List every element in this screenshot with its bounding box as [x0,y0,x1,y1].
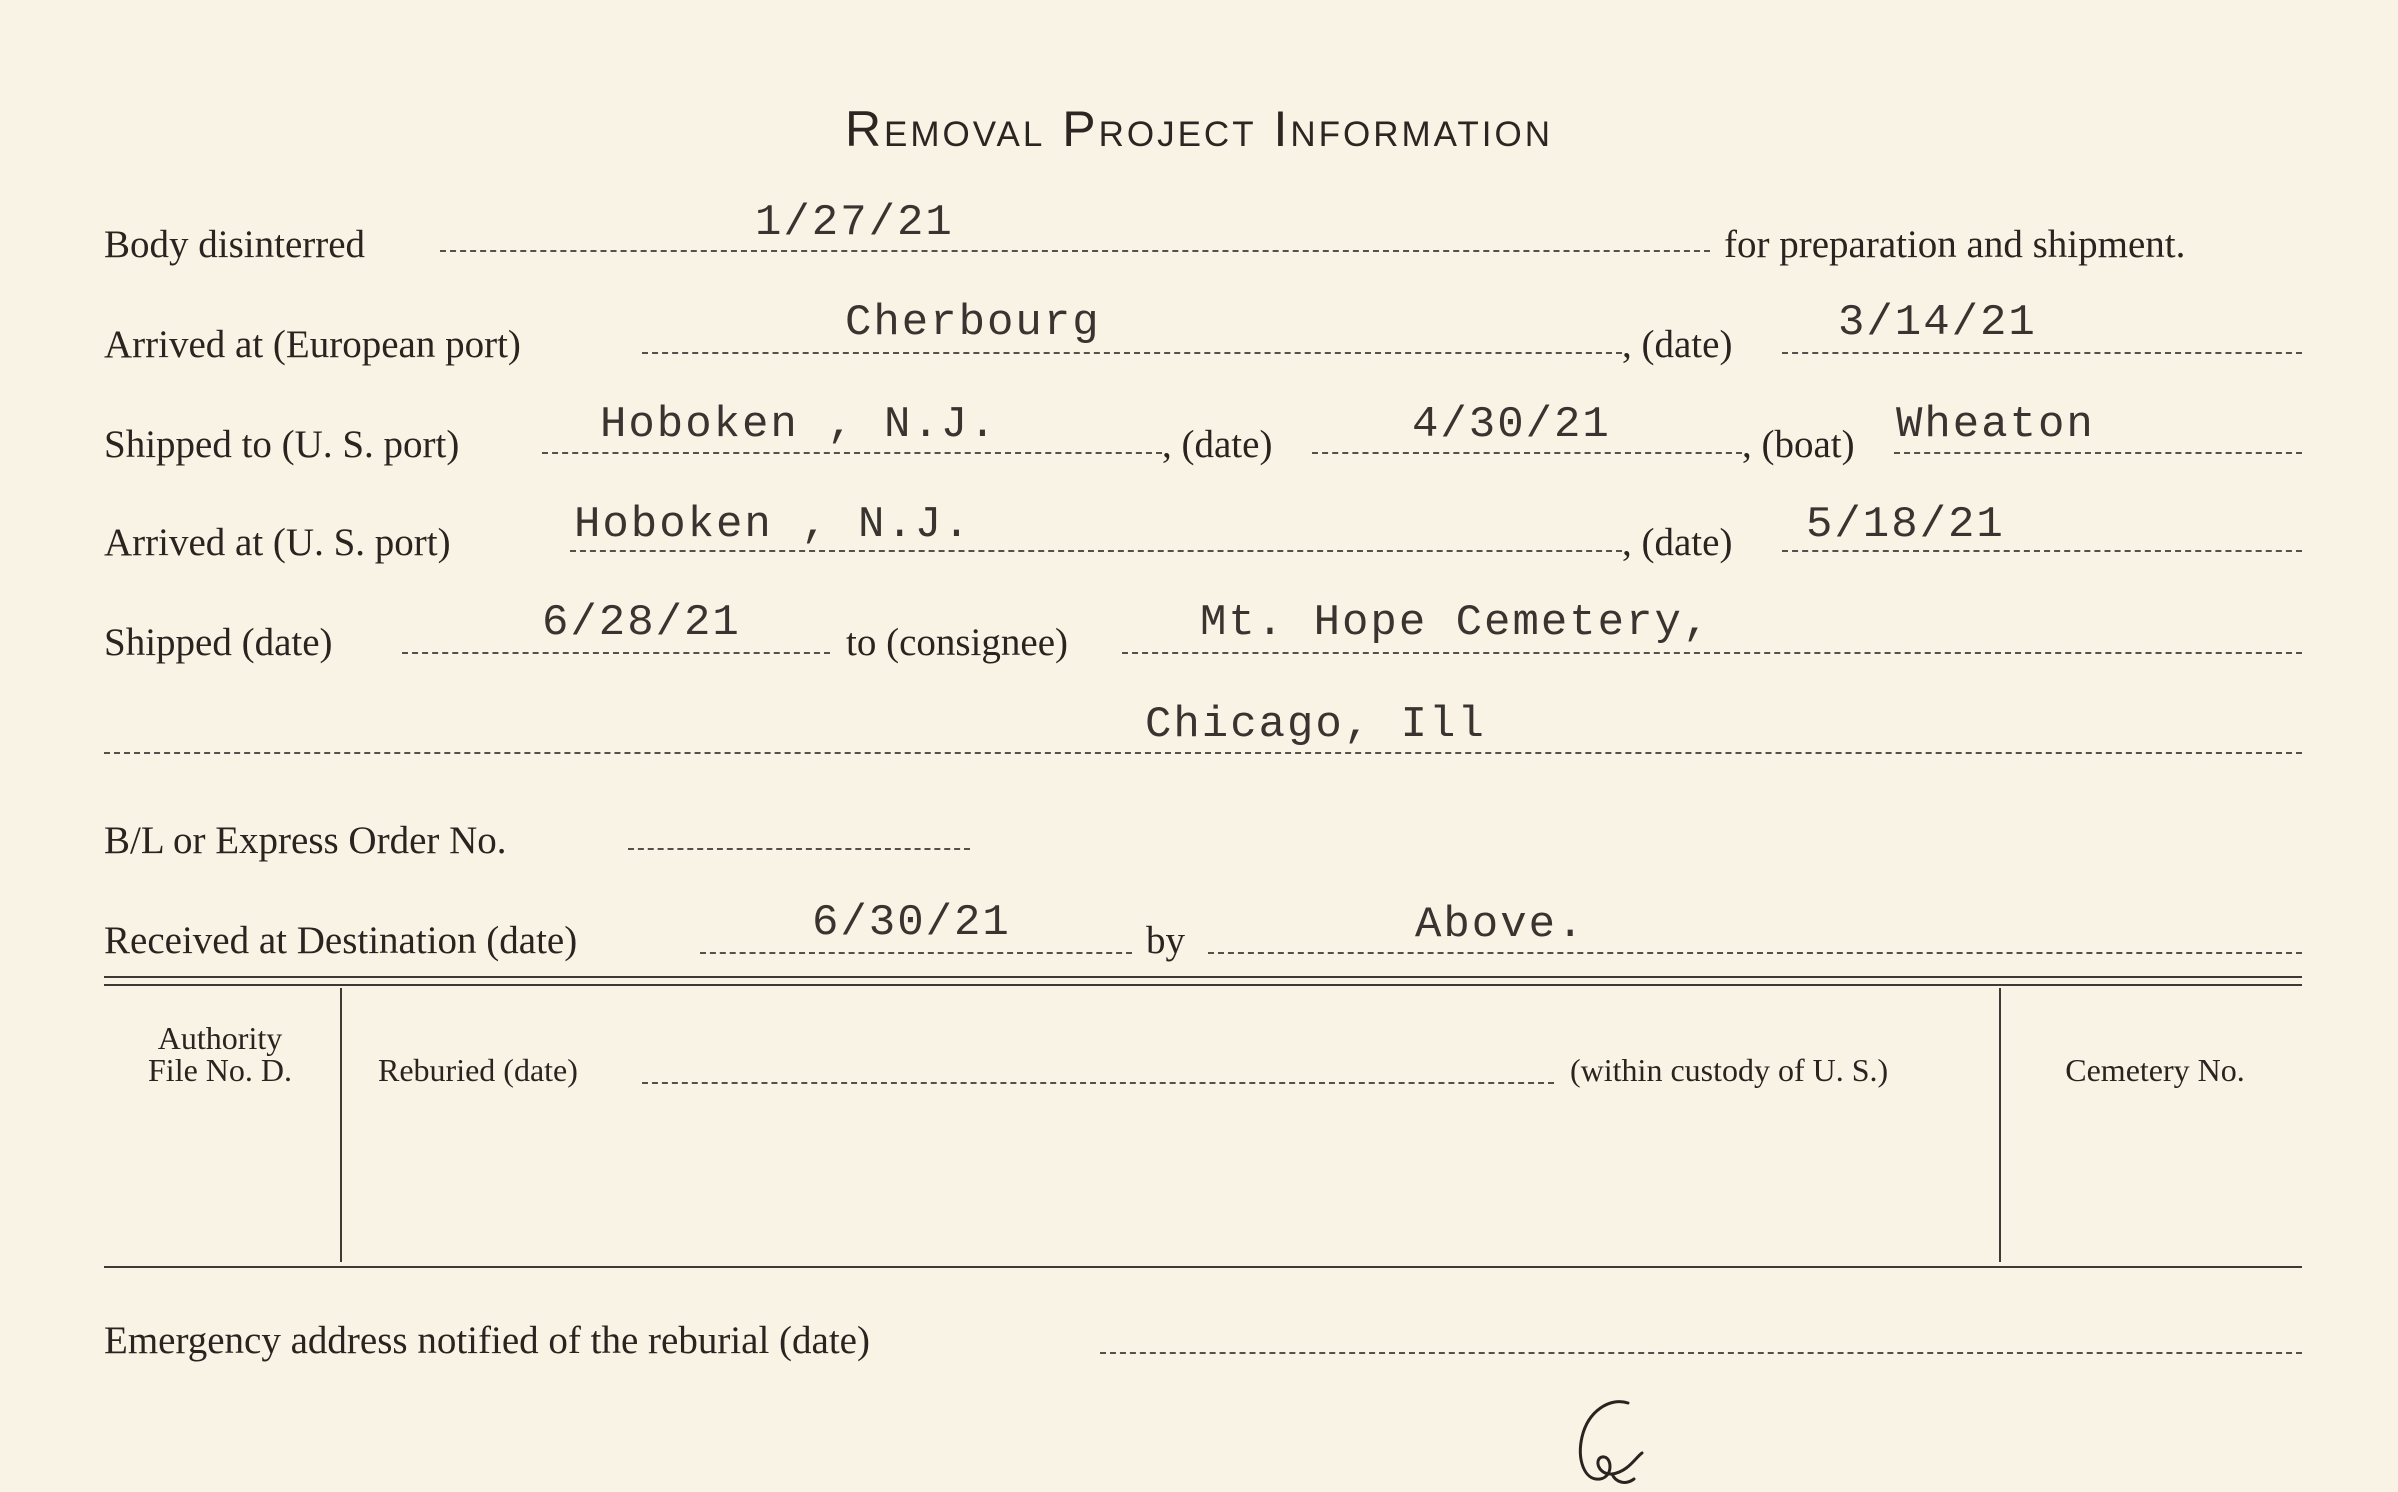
boat-value: Wheaton [1896,400,2095,450]
arrived-us-date-label: , (date) [1622,521,1733,564]
authority-label: Authority [157,1020,283,1056]
file-no-label: File No. D. [148,1052,292,1088]
consignee-continuation-line [104,752,2302,754]
table-top-rule [104,976,2302,978]
body-disinterred-value: 1/27/21 [755,198,954,248]
reburied-label: Reburied (date) [378,1052,578,1088]
boat-line [1894,452,2302,454]
shipped-us-port-line [542,452,1162,454]
european-date-line [1782,352,2302,354]
consignee-value: Mt. Hope Cemetery, [1200,598,1712,648]
table-top-rule-second [104,984,2302,986]
bl-express-label: B/L or Express Order No. [104,819,507,862]
table-bottom-rule [104,1266,2302,1268]
shipped-us-port-label: Shipped to (U. S. port) [104,423,460,466]
shipped-us-port-value: Hoboken , N.J. [600,400,998,450]
reburied-line [642,1082,1554,1084]
handwritten-initials-mark [1570,1395,1660,1492]
arrived-us-port-line [570,550,1622,552]
shipped-date-value: 6/28/21 [542,598,741,648]
received-by-value: Above. [1415,900,1586,950]
arrived-us-port-label: Arrived at (U. S. port) [104,521,451,564]
arrived-us-date-value: 5/18/21 [1806,500,2005,550]
emergency-address-line [1100,1352,2302,1354]
consignee-city-value: Chicago, Ill [1145,700,1486,750]
emergency-address-label: Emergency address notified of the reburial (date) [104,1319,870,1362]
european-port-label: Arrived at (European port) [104,323,521,366]
body-disinterred-label: Body disinterred [104,223,366,266]
european-date-value: 3/14/21 [1838,298,2037,348]
received-date-value: 6/30/21 [812,898,1011,948]
table-divider-right [1999,988,2001,1262]
european-date-label: , (date) [1622,323,1733,366]
shipped-date-line [402,652,830,654]
preparation-shipment-text: for preparation and shipment. [1724,223,2186,266]
shipped-date-label: Shipped (date) [104,621,333,664]
european-port-line [642,352,1622,354]
table-divider-left [340,988,342,1262]
bl-express-line [628,848,970,850]
custody-label: (within custody of U. S.) [1570,1052,1889,1088]
card-title: Removal Project Information [844,101,1554,157]
shipped-us-date-label: , (date) [1162,423,1273,466]
consignee-label: to (consignee) [846,621,1069,664]
received-by-line [1208,952,2302,954]
body-disinterred-line [440,250,1710,252]
shipped-us-date-line [1312,452,1742,454]
received-date-line [700,952,1132,954]
european-port-value: Cherbourg [845,298,1101,348]
shipped-us-date-value: 4/30/21 [1412,400,1611,450]
received-by-label: by [1146,919,1185,962]
cemetery-no-label: Cemetery No. [2065,1052,2245,1088]
arrived-us-date-line [1782,550,2302,552]
arrived-us-port-value: Hoboken , N.J. [574,500,972,550]
boat-label: , (boat) [1742,423,1855,466]
received-destination-label: Received at Destination (date) [104,919,578,962]
consignee-line [1122,652,2302,654]
